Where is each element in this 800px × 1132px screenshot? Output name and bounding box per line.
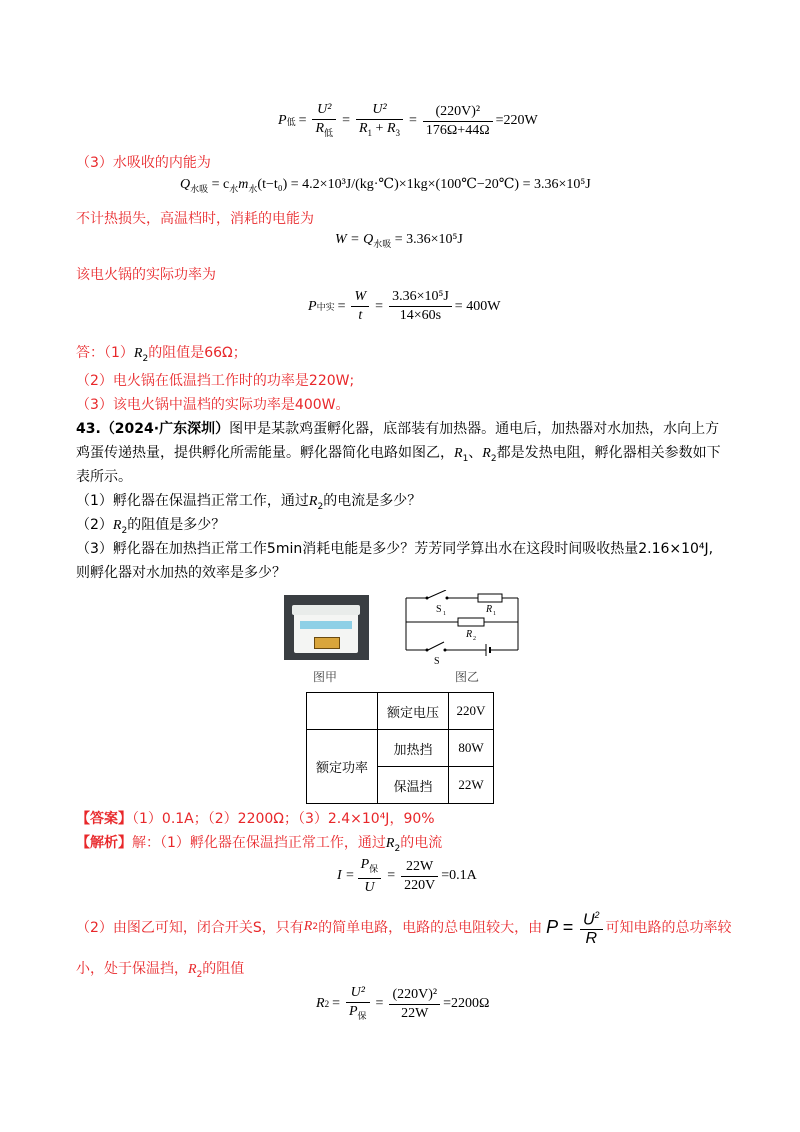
table-cell: 额定电压: [378, 693, 449, 730]
resistor-r2: [458, 618, 484, 626]
answer-line-3: （3）该电火锅中温档的实际功率是400W。: [76, 397, 350, 413]
question-43-part3-line1: （3）孵化器在加热挡正常工作5min消耗电能是多少？芳芳同学算出水在这段时间吸收热量2.16×10⁴J,: [76, 541, 714, 557]
question-43-line1: 43.（2024·广东深圳）图甲是某款鸡蛋孵化器，底部装有加热器。通电后，加热器对水加热，水向上方: [76, 421, 720, 437]
question-43-part3-line2: 则孵化器对水加热的效率是多少？: [76, 565, 286, 581]
table-cell: 80W: [449, 730, 494, 767]
analysis-line-2: （2）由图乙可知，闭合开关S，只有 R 2 的简单电路，电路的总电阻较大，由 P = $\frac{U^2}{R}$ 可知电路的总功率较: [76, 912, 732, 942]
table-row: [307, 693, 494, 730]
label-s: S: [434, 656, 440, 667]
fraction: $\frac{\text{3.36×10⁵J}}{14\times 60s}$: [389, 288, 452, 325]
switch-s-blade: [428, 642, 444, 650]
fraction: $\frac{P_保}{U}$: [358, 856, 382, 897]
equation-current: I = $\frac{P_保}{U}$ = $\frac{22W}{220V}$ =0.1A: [337, 857, 477, 895]
section3-heading: （3）水吸收的内能为: [76, 155, 211, 171]
equation-heat-absorbed: $Q_{水吸} = c_水m_水(t-t_0)$ = 4.2×10³J/(kg·℃)×1kg×(100℃−20℃) = 3.36×10⁵J: [180, 177, 591, 194]
analysis-line-3: 小，处于保温挡，$R_2$的阻值: [76, 961, 245, 980]
equation-energy: $W = Q_{水吸} = 3.36\times 10^5J$: [335, 232, 463, 249]
figure-caption-a: 图甲: [313, 670, 338, 684]
table-cell: 额定功率: [307, 730, 378, 804]
answer-line: 【答案】（1）0.1A；（2）2200Ω；（3）2.4×10⁴J，90%: [76, 811, 435, 827]
fraction: $\frac{W}{t}$: [351, 288, 369, 325]
no-loss-text: 不计热损失，高温档时，消耗的电能为: [76, 211, 314, 227]
answer-line-2: （2）电火锅在低温挡工作时的功率是220W;: [76, 373, 355, 389]
answer-line-1: 答：$(1)R_2$的阻值是66Ω；: [76, 345, 247, 364]
equation-actual-power: P 中实 = $\frac{W}{t}$ = $\frac{\text{3.36×10⁵J}}{14\times 60s}$ = 400W: [308, 289, 501, 323]
resistor-r1: [478, 594, 502, 602]
circuit-diagram: [400, 590, 525, 670]
figure-caption-b: 图乙: [455, 670, 480, 684]
table-cell: 220V: [449, 693, 494, 730]
water-tray: [300, 621, 352, 629]
fraction: $\frac{U^2}{R}$: [580, 906, 603, 948]
fraction: $\frac{\text{U²}}{R_1 + R_3}$: [356, 101, 403, 142]
control-panel-icon: [314, 637, 340, 649]
analysis-line-1: 【解析】解：（1）孵化器在保温挡正常工作，通过$R_2$的电流: [76, 835, 443, 854]
parameters-table: [306, 692, 494, 804]
table-row: [307, 730, 494, 767]
table-cell: 保温挡: [378, 767, 449, 804]
label-r1: R: [486, 604, 493, 615]
fraction: $\frac{\text{U²}}{R_低}$: [312, 101, 336, 142]
equation-resistance: R 2 = $\frac{\text{U²}}{P_保}$ = $\frac{\text{(220V)²}}{22W}$ =2200Ω: [316, 984, 489, 1025]
svg-text:2: 2: [473, 636, 476, 642]
fraction: $\frac{\text{(220V)²}}{22W}$: [389, 986, 440, 1023]
equation-low-power: P 低 = $\frac{\text{U²}}{R_低}$ = $\frac{\text{U²}}{R_1 + R_3}$ = $\frac{\text{(220V)²}}{176\Omega+44\Omega}$ =220W: [278, 98, 538, 144]
fraction: $\frac{22W}{220V}$: [401, 858, 438, 895]
fraction: $\frac{\text{(220V)²}}{176\Omega+44\Omega}$: [423, 103, 493, 140]
fraction: $\frac{\text{U²}}{P_保}$: [346, 984, 370, 1025]
subscript: 低: [286, 116, 296, 127]
table-cell: 22W: [449, 767, 494, 804]
label-s1: S: [436, 604, 442, 615]
incubator-photo: [284, 595, 369, 660]
question-43-line2: 鸡蛋传递热量，提供孵化所需能量。孵化器简化电路如图乙，$R_1$、$R_2$都是发热电阻，孵化器相关参数如下: [76, 445, 721, 464]
table-cell: 加热挡: [378, 730, 449, 767]
formula-p-equals: P =: [546, 916, 573, 937]
incubator-lid: [292, 605, 360, 615]
switch-s1-blade: [428, 590, 446, 598]
question-43-line3: 表所示。: [76, 469, 132, 485]
label-r2: R: [466, 629, 473, 640]
actual-power-text: 该电火锅的实际功率为: [76, 267, 216, 283]
question-43-part2: $(2)R_2$的阻值是多少？: [76, 517, 226, 536]
svg-text:1: 1: [443, 611, 446, 617]
svg-text:1: 1: [493, 611, 496, 617]
question-43-part1: （1）孵化器在保温挡正常工作，通过$R_2$的电流是多少？: [76, 493, 422, 512]
